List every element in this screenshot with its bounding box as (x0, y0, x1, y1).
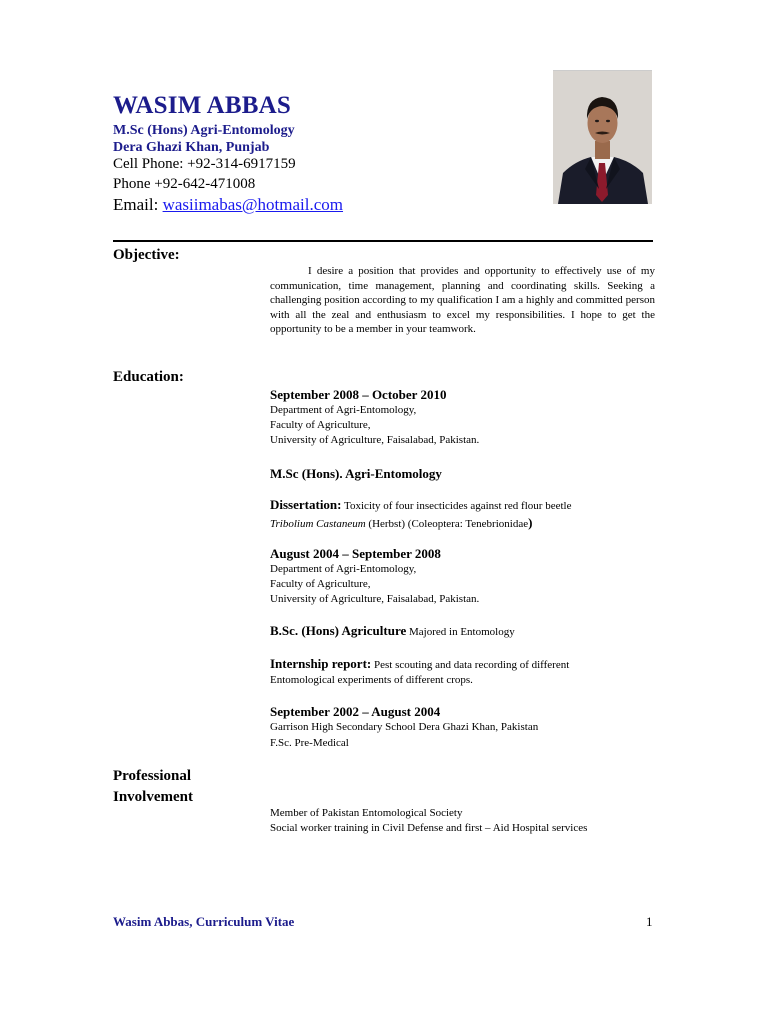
professional-item-1: Member of Pakistan Entomological Society (270, 807, 463, 819)
species-name: Tribolium Castaneum (270, 518, 366, 530)
email-label: Email: (113, 195, 163, 214)
email-link[interactable]: wasiimabas@hotmail.com (162, 195, 344, 214)
msc-line-1: Department of Agri-Entomology, (270, 404, 417, 416)
objective-heading: Objective: (113, 247, 180, 263)
bsc-line-3: University of Agriculture, Faisalabad, Pakistan. (270, 593, 480, 605)
bsc-degree-line (270, 623, 655, 640)
location-line: Dera Ghazi Khan, Punjab (113, 140, 270, 155)
dissertation-label: Dissertation: (270, 497, 342, 512)
dissertation-species-line (270, 515, 655, 532)
cell-phone: Cell Phone: +92-314-6917159 (113, 156, 296, 172)
bsc-line-2: Faculty of Agriculture, (270, 578, 371, 590)
internship-line (270, 656, 655, 673)
phone: Phone +92-642-471008 (113, 176, 256, 192)
portrait-photo-icon (553, 71, 652, 204)
page-number: 1 (646, 914, 653, 929)
msc-dates: September 2008 – October 2010 (270, 387, 447, 402)
internship-label: Internship report: (270, 656, 372, 671)
species-closing-paren: ) (528, 515, 533, 530)
professional-heading-2: Involvement (113, 789, 193, 805)
fsc-program: F.Sc. Pre-Medical (270, 737, 349, 749)
cv-name: WASIM ABBAS (113, 92, 291, 119)
dissertation-text: Toxicity of four insecticides against red flour beetle (341, 500, 572, 512)
internship-text-2: Entomological experiments of different crops. (270, 674, 473, 686)
msc-degree: M.Sc (Hons). Agri-Entomology (270, 466, 442, 481)
education-heading: Education: (113, 369, 184, 385)
bsc-dates: August 2004 – September 2008 (270, 546, 441, 561)
internship-text: Pest scouting and data recording of different (371, 659, 570, 671)
header-divider (113, 240, 653, 242)
degree-line: M.Sc (Hons) Agri-Entomology (113, 123, 295, 138)
dissertation-line (270, 497, 655, 514)
bsc-degree: B.Sc. (Hons) Agriculture (270, 623, 407, 638)
portrait-photo (553, 70, 652, 204)
species-rest: (Herbst) (Coleoptera: Tenebrionidae (365, 518, 529, 530)
professional-item-2: Social worker training in Civil Defense and first – Aid Hospital services (270, 822, 588, 834)
fsc-school: Garrison High Secondary School Dera Ghazi Khan, Pakistan (270, 721, 539, 733)
msc-line-3: University of Agriculture, Faisalabad, Pakistan. (270, 434, 480, 446)
footer-title: Wasim Abbas, Curriculum Vitae (113, 914, 295, 929)
email-line (113, 194, 343, 215)
bsc-degree-note: Majored in Entomology (406, 626, 515, 638)
objective-text: I desire a position that provides and opportunity to effectively use of my communication, time management, planning and coordinating skills. Seeking a challenging position according to my qualification I am a highly and committed person with all the zeal and enthusiasm to excel my responsibilities. I hope to get the opportunity to be a member in your teamwork. (270, 265, 655, 335)
fsc-dates: September 2002 – August 2004 (270, 704, 441, 719)
professional-heading-1: Professional (113, 768, 192, 784)
msc-line-2: Faculty of Agriculture, (270, 419, 371, 431)
bsc-line-1: Department of Agri-Entomology, (270, 563, 417, 575)
